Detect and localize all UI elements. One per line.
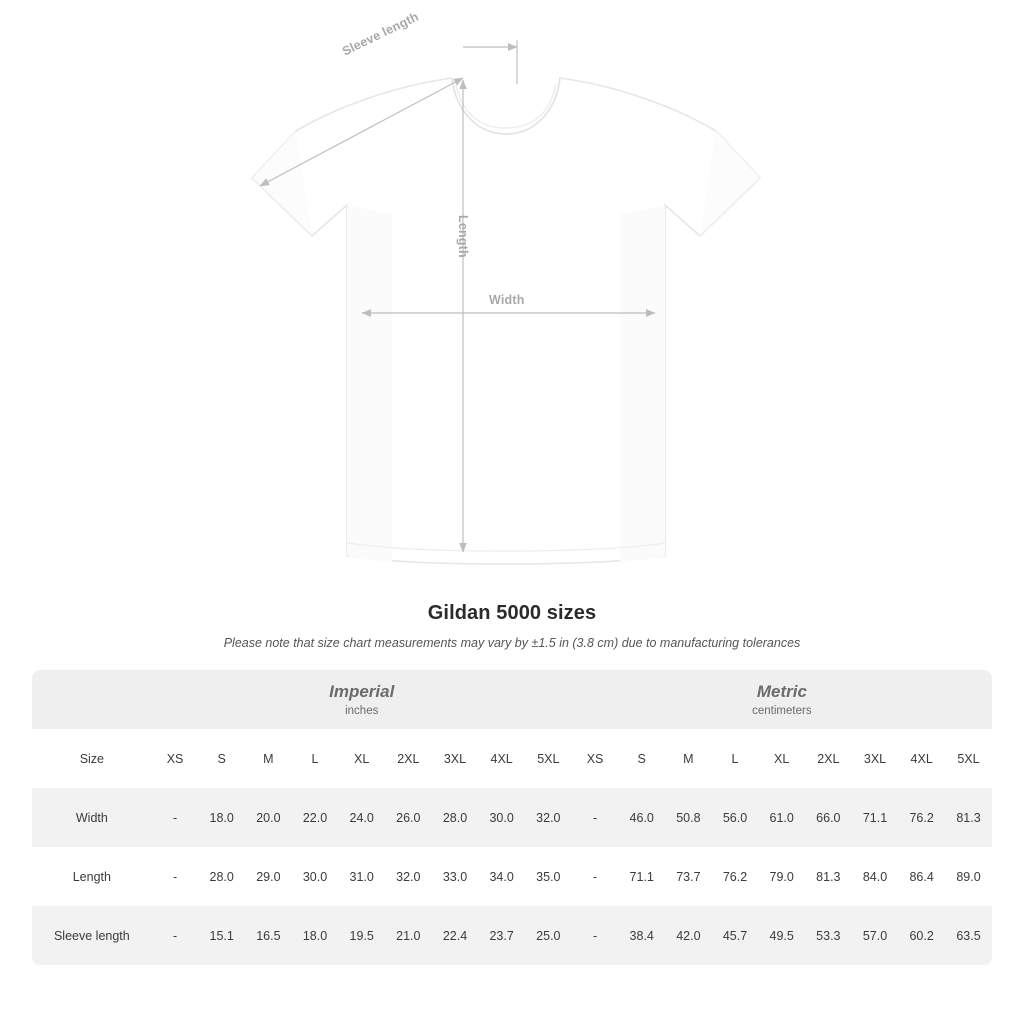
cell-length-imperial-4: 31.0 — [338, 847, 385, 906]
cell-width-imperial-7: 30.0 — [478, 788, 525, 847]
size-chart-table — [32, 670, 992, 965]
cell-length-metric-4: 79.0 — [758, 847, 805, 906]
cell-width-imperial-2: 20.0 — [245, 788, 292, 847]
page-title: Gildan 5000 sizes — [427, 602, 597, 624]
cell-width-metric-4: 61.0 — [758, 788, 805, 847]
size-header-metric-4: XL — [758, 729, 805, 788]
cell-sleeve-metric-1: 38.4 — [618, 906, 665, 965]
cell-sleeve-imperial-2: 16.5 — [245, 906, 292, 965]
size-header-imperial-0: XS — [152, 729, 199, 788]
cell-width-imperial-4: 24.0 — [338, 788, 385, 847]
cell-sleeve-imperial-8: 25.0 — [525, 906, 572, 965]
cell-sleeve-metric-7: 60.2 — [898, 906, 945, 965]
size-header-metric-7: 4XL — [898, 729, 945, 788]
cell-width-metric-3: 56.0 — [712, 788, 759, 847]
cell-sleeve-metric-3: 45.7 — [712, 906, 759, 965]
cell-width-metric-1: 46.0 — [618, 788, 665, 847]
cell-width-imperial-3: 22.0 — [292, 788, 339, 847]
size-header-imperial-5: 2XL — [385, 729, 432, 788]
cell-length-imperial-8: 35.0 — [525, 847, 572, 906]
cell-length-metric-3: 76.2 — [712, 847, 759, 906]
cell-length-metric-0: - — [572, 847, 619, 906]
length-label: Length — [456, 215, 470, 258]
size-chart-table-wrapper — [32, 670, 992, 965]
size-header-metric-1: S — [618, 729, 665, 788]
size-header-imperial-4: XL — [338, 729, 385, 788]
cell-sleeve-metric-6: 57.0 — [852, 906, 899, 965]
cell-sleeve-imperial-6: 22.4 — [432, 906, 479, 965]
cell-sleeve-metric-4: 49.5 — [758, 906, 805, 965]
size-header-imperial-7: 4XL — [478, 729, 525, 788]
size-header-metric-5: 2XL — [805, 729, 852, 788]
size-header-metric-6: 3XL — [852, 729, 899, 788]
size-header-row — [32, 729, 992, 788]
cell-width-metric-5: 66.0 — [805, 788, 852, 847]
cell-length-imperial-2: 29.0 — [245, 847, 292, 906]
cell-width-imperial-0: - — [152, 788, 199, 847]
size-header-metric-8: 5XL — [945, 729, 992, 788]
size-header-imperial-6: 3XL — [432, 729, 479, 788]
cell-sleeve-imperial-3: 18.0 — [292, 906, 339, 965]
tshirt-shape — [252, 78, 760, 564]
row-label-length: Length — [32, 847, 152, 906]
cell-width-imperial-8: 32.0 — [525, 788, 572, 847]
tolerance-note: Please note that size chart measurements may vary by ±1.5 in (3.8 cm) due to manufacturing tolerances — [223, 636, 801, 650]
cell-width-metric-8: 81.3 — [945, 788, 992, 847]
cell-sleeve-imperial-0: - — [152, 906, 199, 965]
corner-cell — [32, 670, 152, 729]
cell-length-metric-6: 84.0 — [852, 847, 899, 906]
cell-length-imperial-3: 30.0 — [292, 847, 339, 906]
cell-width-imperial-1: 18.0 — [198, 788, 245, 847]
cell-width-metric-7: 76.2 — [898, 788, 945, 847]
cell-sleeve-imperial-1: 15.1 — [198, 906, 245, 965]
unit-header-row — [32, 670, 992, 729]
sleeve-length-label: Sleeve length — [340, 9, 421, 59]
metric-title: Metric — [756, 682, 807, 702]
size-header-metric-2: M — [665, 729, 712, 788]
imperial-subtitle: inches — [345, 704, 379, 717]
metric-header — [572, 670, 992, 729]
size-header-imperial-1: S — [198, 729, 245, 788]
cell-length-imperial-1: 28.0 — [198, 847, 245, 906]
cell-length-metric-2: 73.7 — [665, 847, 712, 906]
table-row — [32, 788, 992, 847]
cell-length-metric-7: 86.4 — [898, 847, 945, 906]
size-header-imperial-8: 5XL — [525, 729, 572, 788]
imperial-title: Imperial — [329, 682, 395, 702]
metric-subtitle: centimeters — [752, 704, 812, 717]
width-label: Width — [484, 293, 530, 307]
size-header-imperial-2: M — [245, 729, 292, 788]
cell-length-imperial-6: 33.0 — [432, 847, 479, 906]
cell-length-imperial-0: - — [152, 847, 199, 906]
cell-sleeve-imperial-5: 21.0 — [385, 906, 432, 965]
cell-sleeve-metric-0: - — [572, 906, 619, 965]
chart-heading — [0, 602, 1024, 650]
cell-sleeve-metric-5: 53.3 — [805, 906, 852, 965]
table-row — [32, 847, 992, 906]
table-row — [32, 906, 992, 965]
cell-width-metric-2: 50.8 — [665, 788, 712, 847]
cell-length-imperial-7: 34.0 — [478, 847, 525, 906]
size-header-metric-0: XS — [572, 729, 619, 788]
size-header-imperial-3: L — [292, 729, 339, 788]
cell-width-metric-6: 71.1 — [852, 788, 899, 847]
size-column-header: Size — [32, 729, 152, 788]
cell-width-imperial-5: 26.0 — [385, 788, 432, 847]
size-header-metric-3: L — [712, 729, 759, 788]
cell-length-imperial-5: 32.0 — [385, 847, 432, 906]
cell-width-metric-0: - — [572, 788, 619, 847]
row-label-width: Width — [32, 788, 152, 847]
cell-length-metric-8: 89.0 — [945, 847, 992, 906]
row-label-sleeve-length: Sleeve length — [32, 906, 152, 965]
cell-sleeve-metric-2: 42.0 — [665, 906, 712, 965]
imperial-header — [152, 670, 572, 729]
cell-width-imperial-6: 28.0 — [432, 788, 479, 847]
cell-sleeve-imperial-4: 19.5 — [338, 906, 385, 965]
cell-sleeve-imperial-7: 23.7 — [478, 906, 525, 965]
cell-length-metric-1: 71.1 — [618, 847, 665, 906]
cell-length-metric-5: 81.3 — [805, 847, 852, 906]
cell-sleeve-metric-8: 63.5 — [945, 906, 992, 965]
